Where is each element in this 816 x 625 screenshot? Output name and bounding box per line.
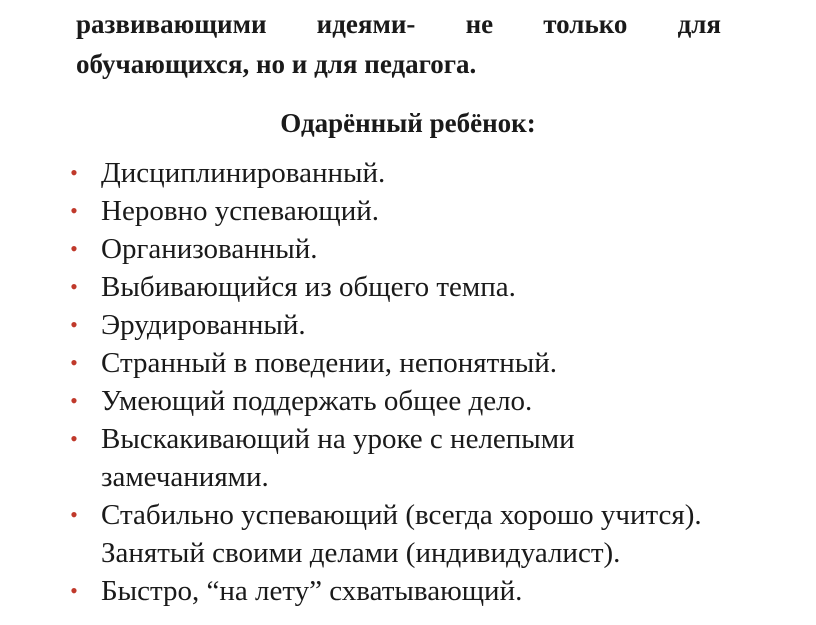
list-item (0, 420, 816, 496)
bullet-icon: • (70, 274, 78, 299)
list-item (0, 572, 816, 610)
list-item-text: Умеющий поддержать общее дело. (101, 385, 533, 417)
bullet-icon: • (70, 350, 78, 375)
intro-line-1 (76, 4, 721, 44)
list-item (0, 230, 816, 268)
intro-word: только (543, 9, 628, 39)
intro-word: не (465, 9, 494, 39)
bullet-icon: • (70, 502, 78, 527)
list-item-text: Быстро, “на лету” схватывающий. (101, 575, 523, 607)
intro-word: развивающими (76, 9, 267, 39)
list-item (0, 496, 816, 572)
bullet-icon: • (70, 312, 78, 337)
intro-line-2: обучающихся, но и для педагога. (76, 49, 477, 79)
bullet-icon: • (70, 426, 78, 451)
trait-list (0, 154, 816, 610)
list-item-text: Выскакивающий на уроке с нелепыми (101, 423, 575, 455)
bullet-icon: • (70, 578, 78, 603)
intro-word: для (677, 9, 721, 39)
list-item-text: Странный в поведении, непонятный. (101, 347, 558, 379)
list-item-text: Неровно успевающий. (101, 195, 380, 227)
list-item-text: замечаниями. (101, 461, 269, 493)
intro-paragraph (76, 4, 721, 84)
list-item-text: Стабильно успевающий (всегда хорошо учится). (101, 499, 702, 531)
bullet-icon: • (70, 388, 78, 413)
intro-word: идеями- (316, 9, 416, 39)
list-item (0, 344, 816, 382)
bullet-icon: • (70, 198, 78, 223)
list-item (0, 192, 816, 230)
list-item-text: Выбивающийся из общего темпа. (101, 271, 516, 303)
section-heading: Одарённый ребёнок: (280, 108, 536, 138)
list-item (0, 268, 816, 306)
list-item-text: Занятый своими делами (индивидуалист). (101, 537, 621, 569)
bullet-icon: • (70, 160, 78, 185)
list-item (0, 382, 816, 420)
list-item (0, 154, 816, 192)
list-item-text: Дисциплинированный. (101, 157, 386, 189)
list-item-text: Эрудированный. (101, 309, 306, 341)
list-item (0, 306, 816, 344)
list-item-text: Организованный. (101, 233, 318, 265)
bullet-icon: • (70, 236, 78, 261)
